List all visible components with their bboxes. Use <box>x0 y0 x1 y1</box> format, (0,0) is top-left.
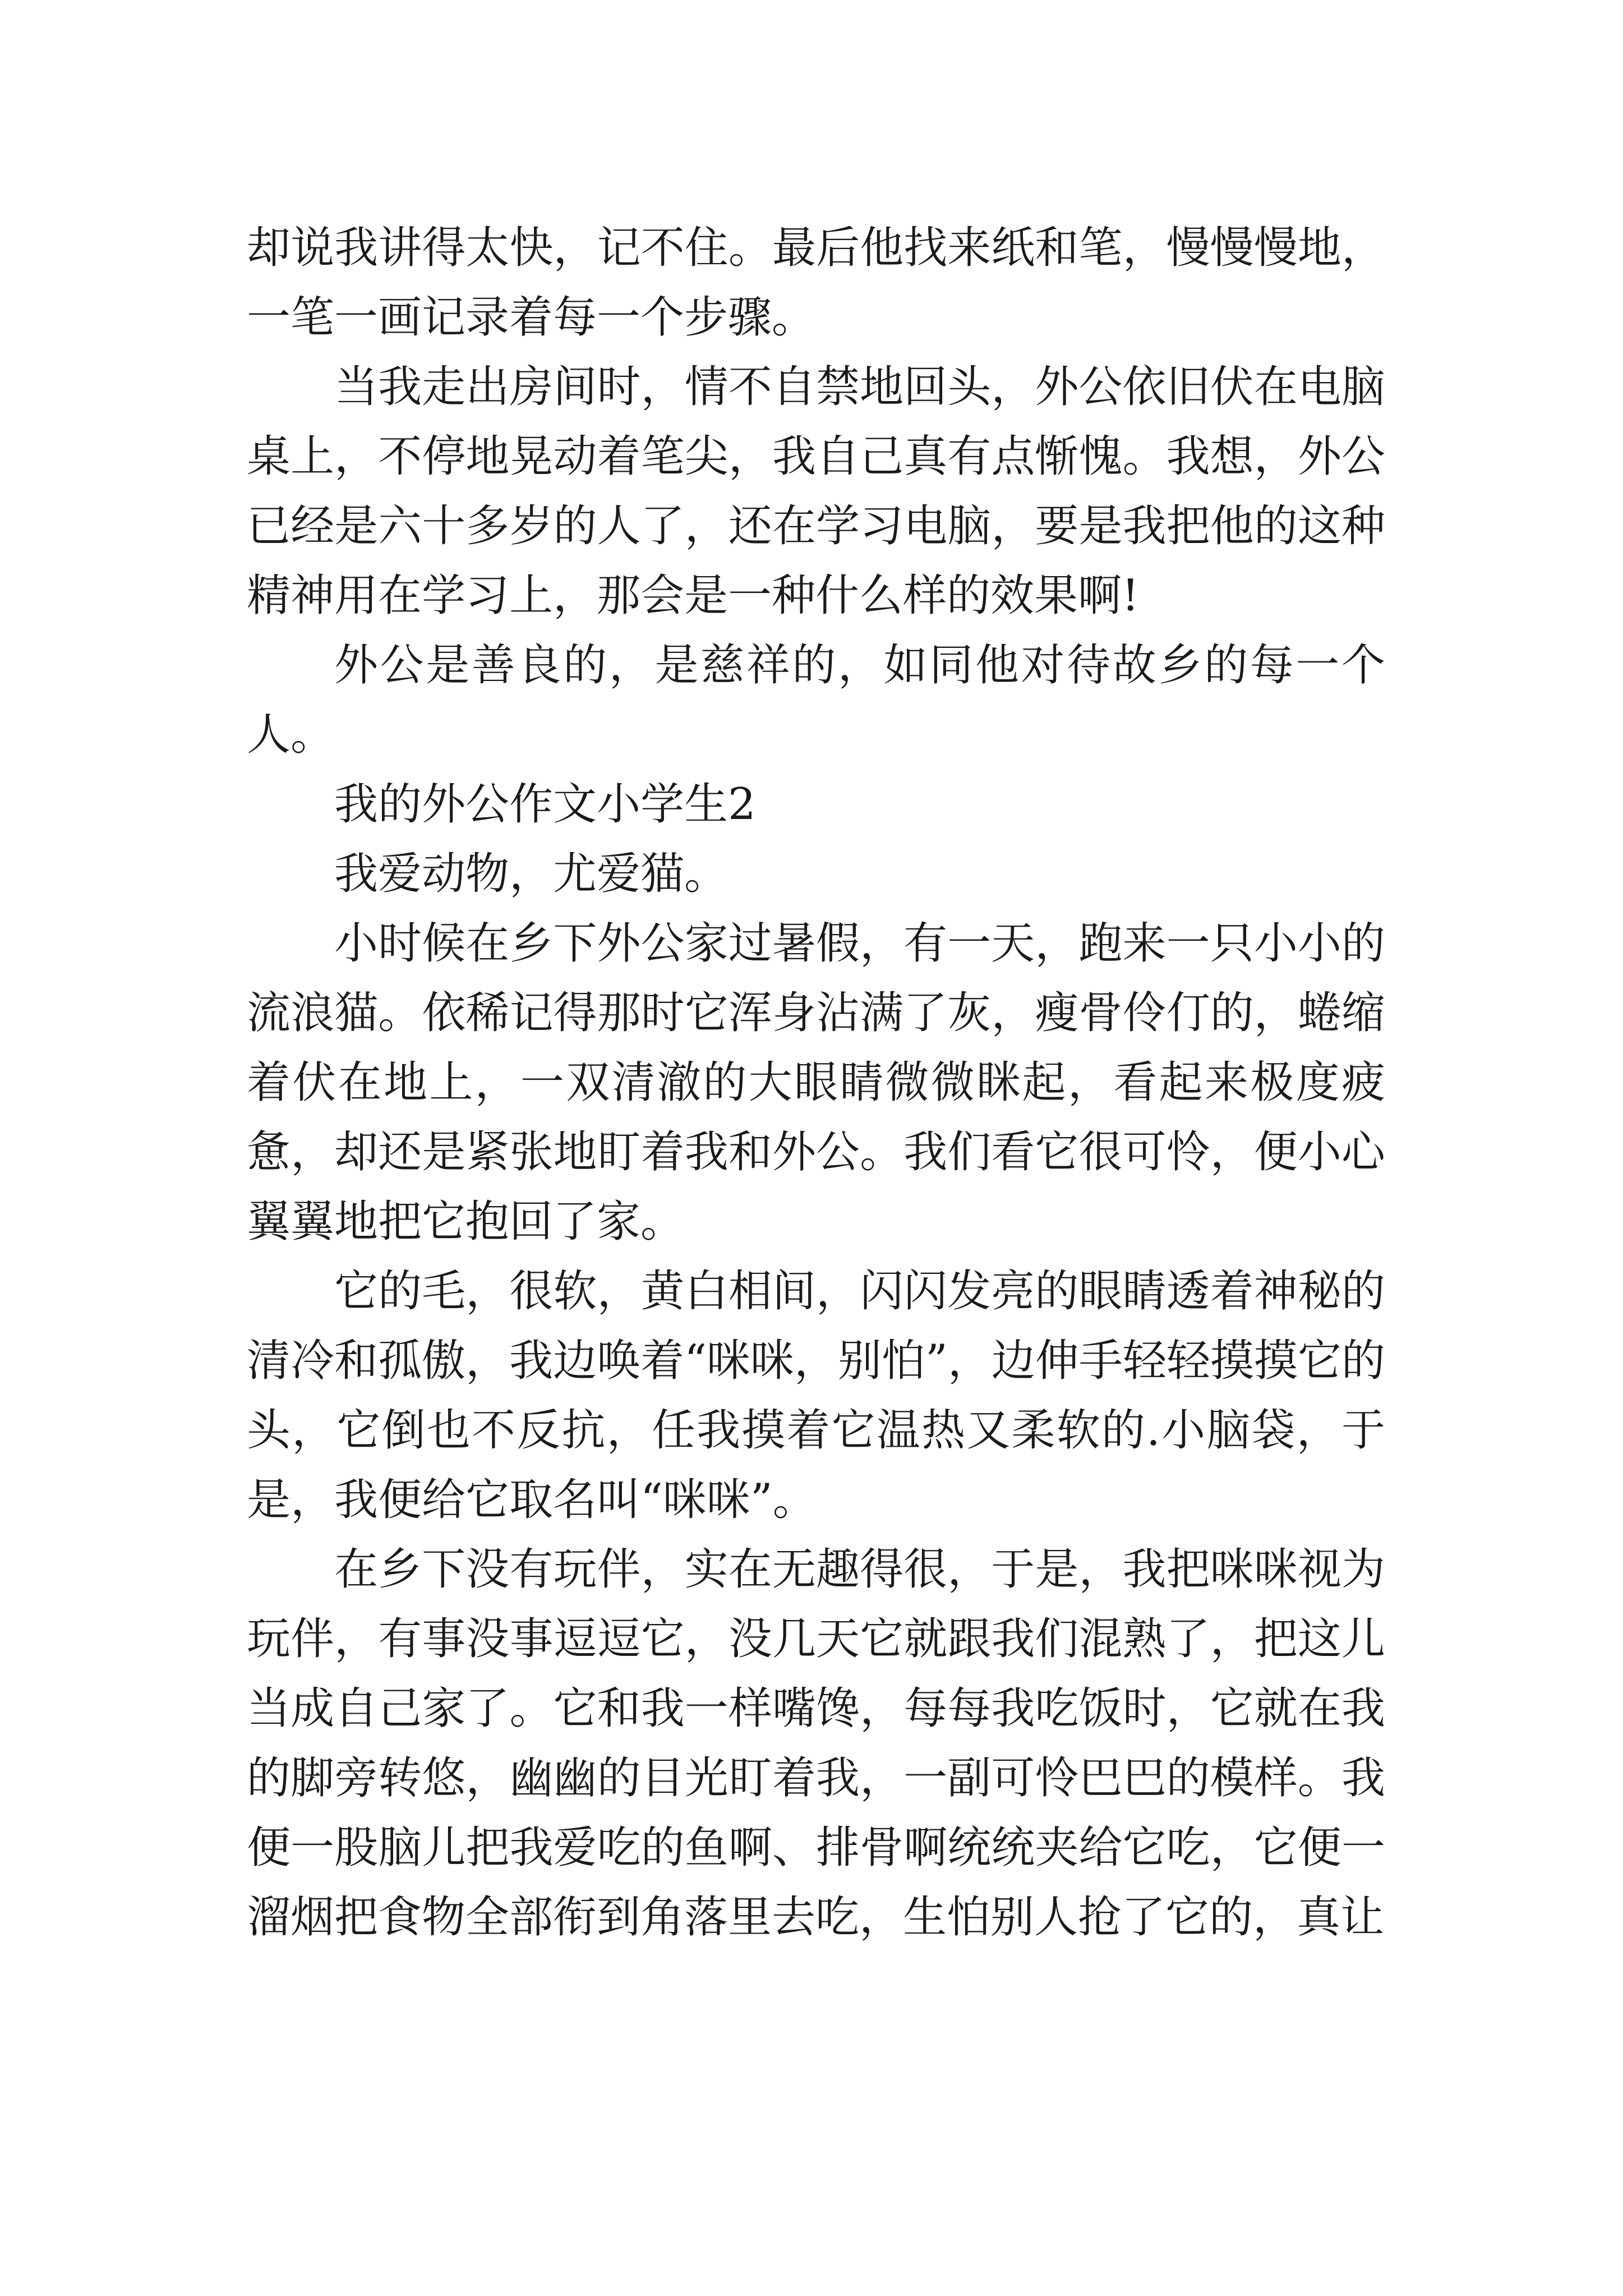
paragraph-7: 在乡下没有玩伴，实在无趣得很，于是，我把咪咪视为玩伴，有事没事逗逗它，没几天它就跟我们混熟了，把这儿当成自己家了。它和我一样嘴馋，每每我吃饭时，它就在我的脚旁转悠，幽幽的目光盯着我，一副可怜巴巴的模样。我便一股脑儿把我爱吃的鱼啊、排骨啊统统夹给它吃，它便一溜烟把食物全部衔到角落里去吃，生怕别人抢了它的，真让 <box>247 1544 1385 1943</box>
paragraph-5: 小时候在乡下外公家过暑假，有一天，跑来一只小小的流浪猫。依稀记得那时它浑身沾满了灰，瘦骨伶仃的，蜷缩着伏在地上，一双清澈的大眼睛微微眯起，看起来极度疲惫，却还是紧张地盯着我和外公。我们看它很可怜，便小心翼翼地把它抱回了家。 <box>247 918 1385 1247</box>
paragraph-1: 却说我讲得太快，记不住。最后他找来纸和笔，慢慢慢地，一笔一画记录着每一个步骤。 <box>247 223 1385 343</box>
section-heading: 我的外公作文小学生2 <box>334 779 756 830</box>
paragraph-4: 我爱动物，尤爱猫。 <box>334 849 728 899</box>
paragraph-2: 当我走出房间时，情不自禁地回头，外公依旧伏在电脑桌上，不停地晃动着笔尖，我自己真有点惭愧。我想，外公已经是六十多岁的人了，还在学习电脑，要是我把他的这种精神用在学习上，那会是一种什么样的效果啊! <box>247 362 1385 621</box>
document-body <box>247 213 1385 1952</box>
paragraph-6: 它的毛，很软，黄白相间，闪闪发亮的眼睛透着神秘的清冷和孤傲，我边唤着“咪咪，别怕”，边伸手轻轻摸摸它的头，它倒也不反抗，任我摸着它温热又柔软的.小脑袋，于是，我便给它取名叫“咪咪”。 <box>247 1266 1385 1525</box>
paragraph-3: 外公是善良的，是慈祥的，如同他对待故乡的每一个人。 <box>247 640 1385 760</box>
